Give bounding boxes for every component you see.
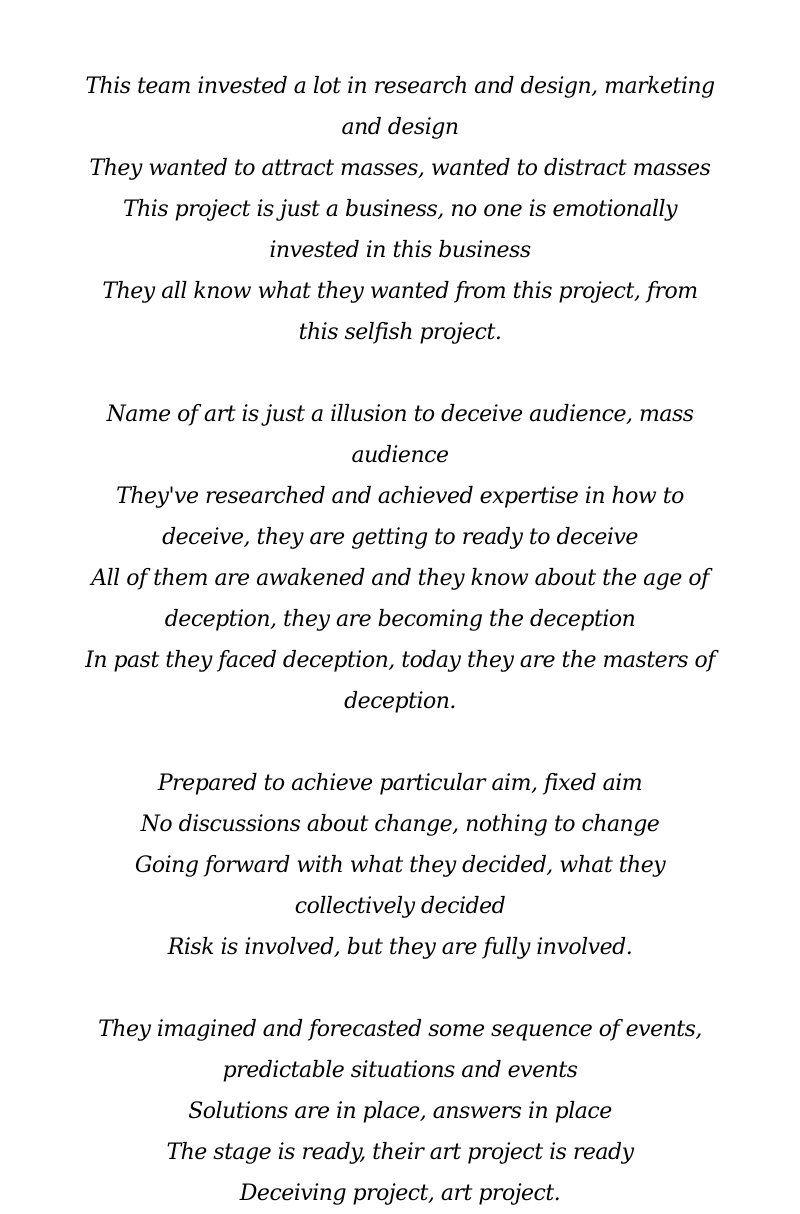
poem-line: Going forward with what they decided, what they collectively decided	[134, 853, 666, 919]
poem-line: Solutions are in place, answers in place	[188, 1099, 612, 1124]
poem-line: This project is just a business, no one is emotionally invested in this business	[122, 197, 678, 263]
stanza-2	[80, 394, 720, 722]
poem-line: They all know what they wanted from this project, from this selfish project.	[102, 279, 698, 345]
poem-line: Risk is involved, but they are fully involved.	[167, 935, 633, 960]
poem-line: The stage is ready, their art project is ready	[166, 1140, 634, 1165]
stanza-4	[80, 1009, 720, 1214]
poem-line: All of them are awakened and they know about the age of deception, they are becoming the deception	[91, 566, 709, 632]
poem-line: Deceiving project, art project.	[239, 1181, 561, 1206]
stanza-1	[80, 66, 720, 353]
poem-line: Prepared to achieve particular aim, fixed aim	[157, 771, 643, 796]
poem-line: They've researched and achieved expertise in how to deceive, they are getting to ready to deceive	[116, 484, 684, 550]
poem-line: They imagined and forecasted some sequence of events, predictable situations and events	[98, 1017, 702, 1083]
poem-page	[0, 66, 800, 1214]
poem-line: This team invested a lot in research and design, marketing and design	[85, 74, 715, 140]
poem-line: No discussions about change, nothing to change	[140, 812, 660, 837]
poem-line: In past they faced deception, today they are the masters of deception.	[85, 648, 715, 714]
poem-line: Name of art is just a illusion to deceive audience, mass audience	[106, 402, 694, 468]
poem-line: They wanted to attract masses, wanted to distract masses	[89, 156, 711, 181]
stanza-3	[80, 763, 720, 968]
